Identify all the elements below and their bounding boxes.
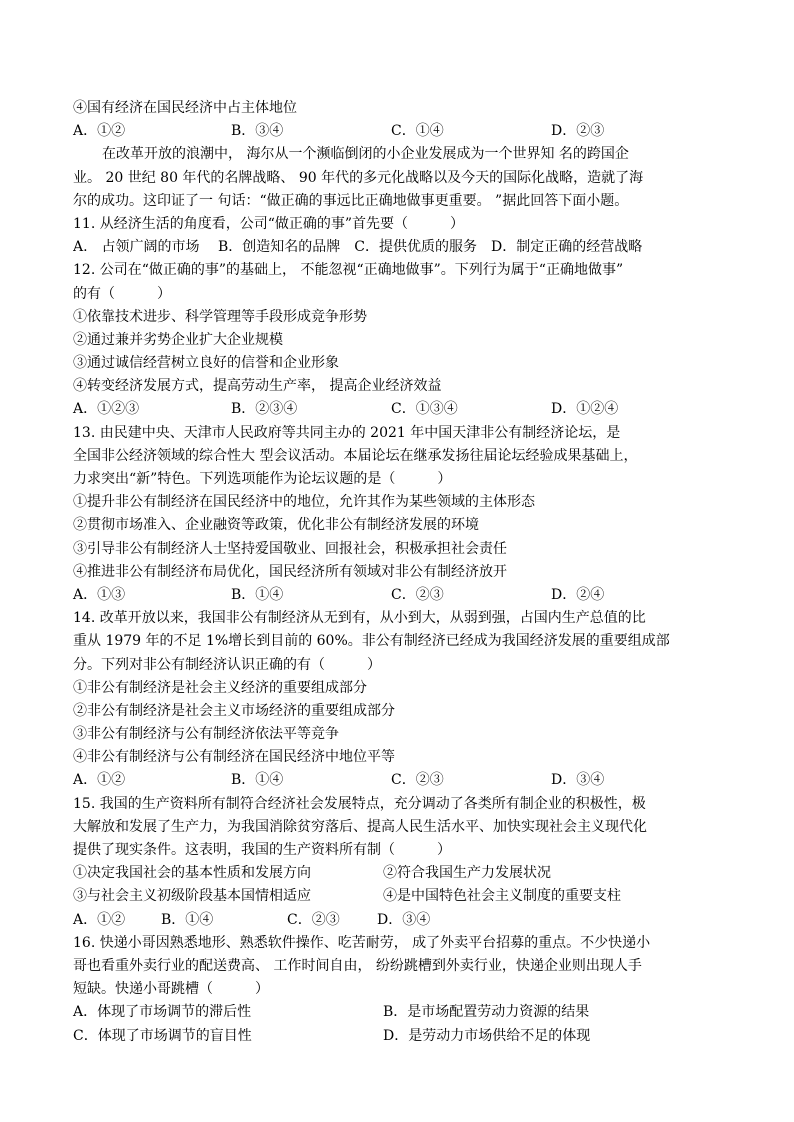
q13-option-c: C．②③ xyxy=(391,586,444,603)
q15-stem-line-2: 大解放和发展了生产力，为我国消除贫穷落后、提高人民生活水平、加快实现社会主义现代化 xyxy=(73,818,647,835)
q11-stem: 11. 从经济生活的角度看，公司“做正确的事”首先要（ ） xyxy=(73,215,465,232)
q13-stem-line-1: 13. 由民建中央、天津市人民政府等共同主办的 2021 年中国天津非公有制经济论坛，是 xyxy=(73,424,621,441)
q16-option-c: C．体现了市场调节的盲目性 xyxy=(73,1027,252,1044)
q14-stem-line-3: 分。下列对非公有制经济认识正确的有（ ） xyxy=(73,656,381,673)
q12-option-b: B．②③④ xyxy=(231,401,298,418)
q16-stem-line-2: 哥也看重外卖行业的配送费高、 工作时间自由， 纷纷跳槽到外卖行业，快递企业则出现人手 xyxy=(73,957,642,974)
q13-option-a: A．①③ xyxy=(73,586,126,603)
q16-options-row-2 xyxy=(73,1025,721,1048)
q15-option-b: B．①④ xyxy=(161,911,214,928)
q13-stem-line-2: 全国非公经济领域的综合性大 型会议活动。本届论坛在继承发扬往届论坛经验成果基础上， xyxy=(73,447,638,464)
q15-stem-line-3: 提供了现实条件。这表明，我国的生产资料所有制（ ） xyxy=(73,842,451,858)
q13-option-d: D．②④ xyxy=(551,586,605,603)
q16-options-row-1 xyxy=(73,1001,721,1024)
q13-options xyxy=(73,584,721,607)
q10-option-c: C．①④ xyxy=(391,123,444,140)
q12-stem-line-1: 12. 公司在“做正确的事”的基础上， 不能忽视“正确地做事”。下列行为属于“正确地做事” xyxy=(73,262,624,279)
q12-option-a: A．①②③ xyxy=(73,401,140,418)
q11-options: A. 占领广阔的市场 B．创造知名的品牌 C．提供优质的服务 D．制定正确的经营战略 xyxy=(73,239,643,256)
q16-option-b: B．是市场配置劳动力资源的结果 xyxy=(383,1004,590,1021)
q14-option-c: C．②③ xyxy=(391,772,444,789)
q12-option-c: C．①③④ xyxy=(391,401,458,418)
q15-item-2: ②符合我国生产力发展状况 xyxy=(383,865,551,882)
q13-item-1: ①提升非公有制经济在国民经济中的地位，允许其作为某些领域的主体形态 xyxy=(73,494,535,511)
q14-option-d: D．③④ xyxy=(551,772,605,789)
q10-option-b: B．③④ xyxy=(231,123,284,140)
q15-items-row-1 xyxy=(73,862,721,885)
exam-page xyxy=(73,97,721,1048)
q15-item-4: ④是中国特色社会主义制度的重要支柱 xyxy=(383,888,621,905)
q13-item-3: ③引导非公有制经济人士坚持爱国敬业、回报社会，积极承担社会责任 xyxy=(73,540,507,557)
q14-option-a: A．①② xyxy=(73,772,126,789)
q12-options xyxy=(73,398,721,421)
passage-line-3: 尔的成功。这印证了一 句话：“做正确的事远比正确地做事更重要。 ”据此回答下面小题。 xyxy=(73,192,629,209)
q12-option-d: D．①②④ xyxy=(551,401,619,418)
q16-option-a: A．体现了市场调节的滞后性 xyxy=(73,1004,252,1021)
q15-item-3: ③与社会主义初级阶段基本国情相适应 xyxy=(73,888,311,905)
q15-options xyxy=(73,909,721,932)
q13-option-b: B．①④ xyxy=(231,586,284,603)
q10-item-4: ④国有经济在国民经济中占主体地位 xyxy=(73,100,297,116)
q13-item-4: ④推进非公有制经济布局优化，国民经济所有领域对非公有制经济放开 xyxy=(73,563,507,580)
q13-stem-line-3: 力求突出“新”特色。下列选项能作为论坛议题的是（ ） xyxy=(73,471,452,487)
q12-item-3: ③通过诚信经营树立良好的信誉和企业形象 xyxy=(73,355,339,372)
q10-option-a: A．①② xyxy=(73,123,126,140)
q16-option-d: D．是劳动力市场供给不足的体现 xyxy=(383,1027,591,1044)
q16-stem-line-3: 短缺。快递小哥跳槽（ ） xyxy=(73,981,269,998)
q14-item-3: ③非公有制经济与公有制经济依法平等竞争 xyxy=(73,726,339,743)
q14-options xyxy=(73,769,721,792)
q14-stem-line-1: 14. 改革开放以来，我国非公有制经济从无到有，从小到大，从弱到强，占国内生产总值的比 xyxy=(73,610,646,627)
q12-stem-line-2: 的有（ ） xyxy=(73,285,171,302)
q10-options xyxy=(73,120,721,143)
q15-stem-line-1: 15. 我国的生产资料所有制符合经济社会发展特点，充分调动了各类所有制企业的积极性，极 xyxy=(73,795,646,812)
passage-line-2: 业。 20 世纪 80 年代的名牌战略、 90 年代的多元化战略以及今天的国际化战略，造就了海 xyxy=(73,169,644,186)
q14-item-1: ①非公有制经济是社会主义经济的重要组成部分 xyxy=(73,679,367,696)
q14-option-b: B．①④ xyxy=(231,772,284,789)
q15-option-d: D．③④ xyxy=(377,911,431,928)
q12-item-1: ①依靠技术进步、科学管理等手段形成竞争形势 xyxy=(73,308,367,325)
passage-line-1: 在改革开放的浪潮中， 海尔从一个濒临倒闭的小企业发展成为一个世界知 名的跨国企 xyxy=(102,146,629,163)
q15-items-row-2 xyxy=(73,885,721,908)
q15-item-1: ①决定我国社会的基本性质和发展方向 xyxy=(73,865,311,882)
q10-option-d: D．②③ xyxy=(551,123,605,140)
q13-item-2: ②贯彻市场准入、企业融资等政策，优化非公有制经济发展的环境 xyxy=(73,517,479,534)
q14-stem-line-2: 重从 1979 年的不足 1%增长到目前的 60%。非公有制经济已经成为我国经济发展的重要组成部 xyxy=(73,633,670,650)
q16-stem-line-1: 16. 快递小哥因熟悉地形、熟悉软件操作、吃苦耐劳， 成了外卖平台招募的重点。不少快递小 xyxy=(73,934,651,951)
q15-option-c: C．②③ xyxy=(287,911,340,928)
q14-item-4: ④非公有制经济与公有制经济在国民经济中地位平等 xyxy=(73,749,395,766)
q12-item-2: ②通过兼并劣势企业扩大企业规模 xyxy=(73,331,283,348)
q15-option-a: A．①② xyxy=(73,911,126,928)
q14-item-2: ②非公有制经济是社会主义市场经济的重要组成部分 xyxy=(73,702,395,719)
q12-item-4: ④转变经济发展方式，提高劳动生产率， 提高企业经济效益 xyxy=(73,378,442,395)
